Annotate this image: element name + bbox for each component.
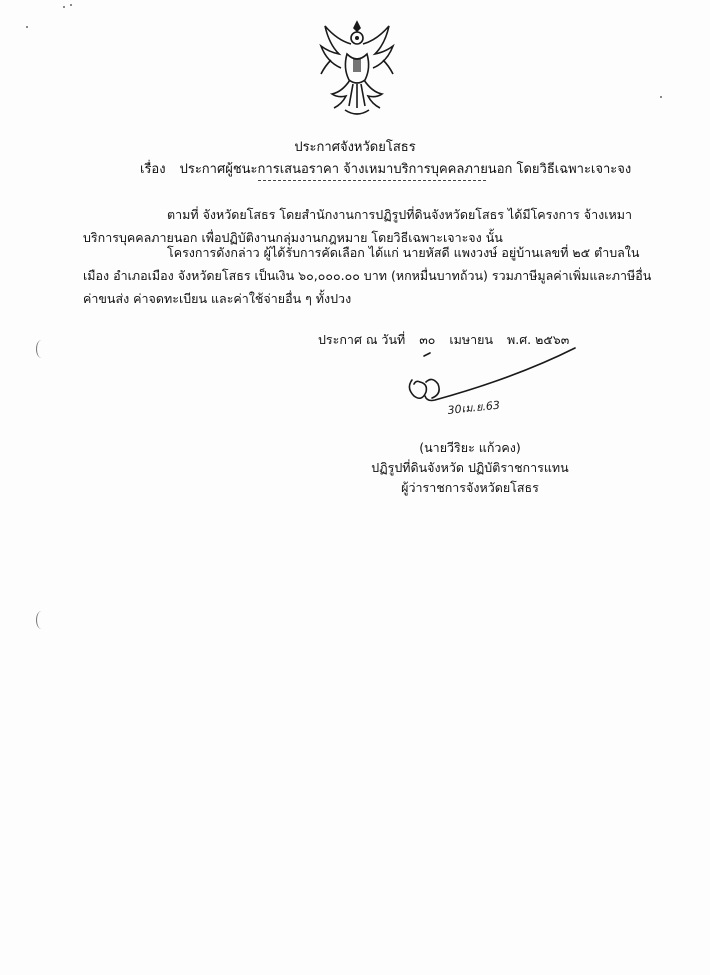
scan-speck (660, 96, 662, 98)
subject-label: เรื่อง (140, 162, 166, 177)
scan-speck (70, 4, 72, 6)
date-year: พ.ศ. ๒๕๖๓ (507, 332, 570, 347)
date-day: ๓๐ (419, 332, 436, 347)
body-paragraph-2: โครงการดังกล่าว ผู้ได้รับการคัดเลือก ได้แก่ นายหัสดี แพงวงษ์ อยู่บ้านเลขที่ ๒๕ ตำบลในเมือง อำเภอเมือง จังหวัดยโสธร เป็นเงิน ๖๐,๐๐๐.๐๐ บาท (หกหมื่นบาทถ้วน) รวมภาษีมูลค่าเพิ่มและภาษีอื่น ค่าขนส่ง ค่าจดทะเบียน และค่าใช้จ่ายอื่น ๆ ทั้งปวง (83, 245, 652, 306)
signature-date: 30เม.ย.63 (446, 398, 501, 417)
binder-hole-mark (36, 340, 47, 358)
garuda-emblem-icon (317, 14, 397, 124)
handwritten-signature (380, 338, 580, 428)
announcement-subject (140, 158, 660, 179)
signatory-name: (นายวีริยะ แก้วคง) (419, 440, 521, 455)
date-month: เมษายน (449, 332, 494, 347)
body-paragraph-1: ตามที่ จังหวัดยโสธร โดยสำนักงานการปฏิรูปที่ดินจังหวัดยโสธร ได้มีโครงการ จ้างเหมาบริการบุคคลภายนอก เพื่อปฏิบัติงานกลุ่มงานกฎหมาย โดยวิธีเฉพาะเจาะจง นั้น (83, 207, 632, 245)
scan-speck (63, 6, 65, 8)
announcement-title: ประกาศจังหวัดยโสธร (294, 140, 416, 155)
scan-speck (26, 26, 28, 28)
date-label: ประกาศ ณ วันที่ (318, 332, 406, 347)
subject-text: ประกาศผู้ชนะการเสนอราคา จ้างเหมาบริการบุคคลภายนอก โดยวิธีเฉพาะเจาะจง (179, 162, 632, 177)
signatory-governor: ผู้ว่าราชการจังหวัดยโสธร (401, 480, 539, 495)
header-divider (258, 180, 486, 181)
signatory-position: ปฏิรูปที่ดินจังหวัด ปฏิบัติราชการแทน (371, 460, 569, 475)
binder-hole-mark (36, 611, 47, 629)
